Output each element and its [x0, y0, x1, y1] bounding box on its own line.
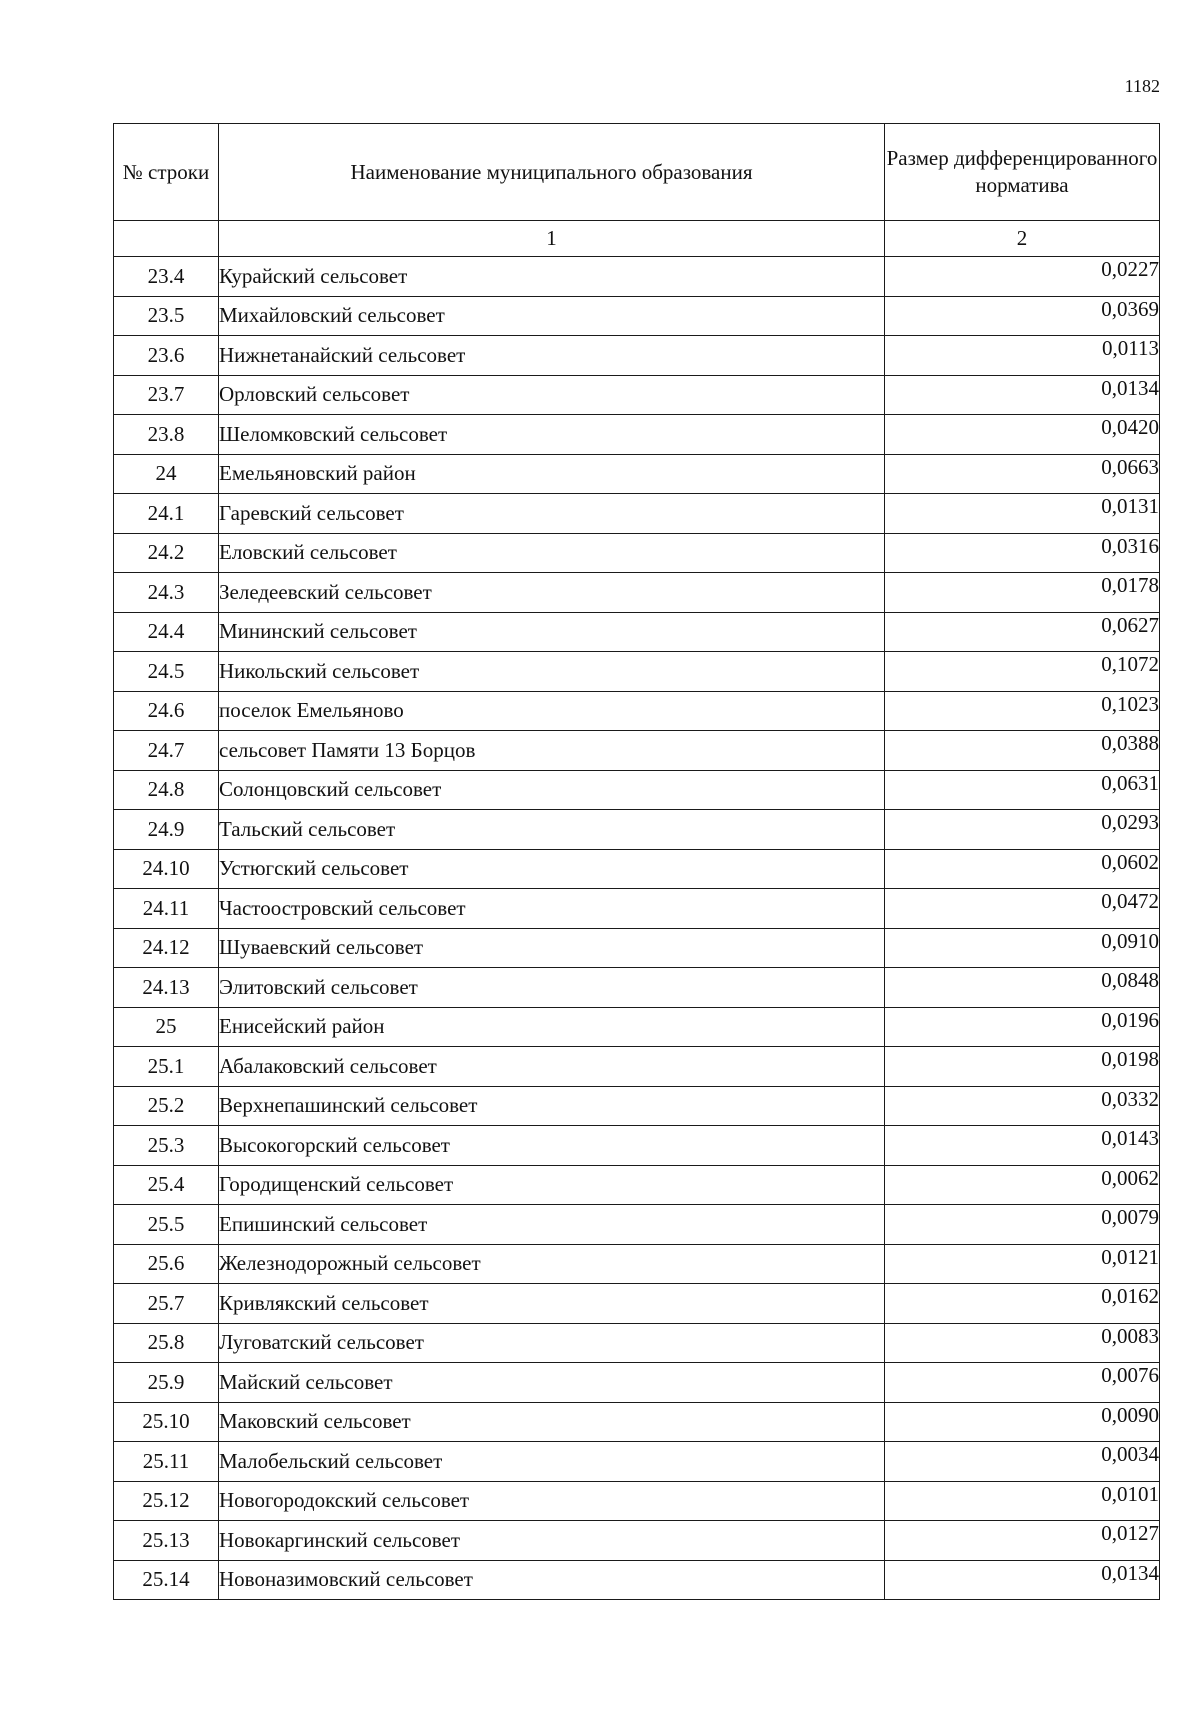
table-row: [114, 375, 1160, 415]
normative-value-cell: 0,0420: [885, 415, 1160, 455]
table-header-row: [114, 124, 1160, 221]
table-row: [114, 296, 1160, 336]
normative-value-cell: 0,1023: [885, 691, 1160, 731]
table-row: [114, 1007, 1160, 1047]
row-number-cell: 25.4: [114, 1165, 219, 1205]
row-number-cell: 23.4: [114, 257, 219, 297]
table-row: [114, 1284, 1160, 1324]
row-number-cell: 25: [114, 1007, 219, 1047]
municipality-name-cell: Еловский сельсовет: [219, 533, 885, 573]
municipality-name-cell: Мининский сельсовет: [219, 612, 885, 652]
table-row: [114, 533, 1160, 573]
table-row: [114, 1205, 1160, 1245]
row-number-cell: 25.2: [114, 1086, 219, 1126]
municipality-name-cell: Зеледеевский сельсовет: [219, 573, 885, 613]
municipality-name-cell: Частоостровский сельсовет: [219, 889, 885, 929]
row-number-cell: 25.10: [114, 1402, 219, 1442]
row-number-cell: 25.9: [114, 1363, 219, 1403]
table-row: [114, 415, 1160, 455]
table-row: [114, 849, 1160, 889]
row-number-cell: 24.5: [114, 652, 219, 692]
row-number-cell: 24.8: [114, 770, 219, 810]
row-number-cell: 24.13: [114, 968, 219, 1008]
normative-value-cell: 0,0162: [885, 1284, 1160, 1324]
municipality-name-cell: Тальский сельсовет: [219, 810, 885, 850]
normative-value-cell: 0,0079: [885, 1205, 1160, 1245]
column-index-num: [114, 221, 219, 257]
municipality-name-cell: Высокогорский сельсовет: [219, 1126, 885, 1166]
normative-value-cell: 0,0472: [885, 889, 1160, 929]
table-row: [114, 573, 1160, 613]
table-row: [114, 652, 1160, 692]
row-number-cell: 24: [114, 454, 219, 494]
row-number-cell: 23.5: [114, 296, 219, 336]
table-row: [114, 1126, 1160, 1166]
municipality-name-cell: Михайловский сельсовет: [219, 296, 885, 336]
municipality-name-cell: Верхнепашинский сельсовет: [219, 1086, 885, 1126]
municipality-name-cell: Орловский сельсовет: [219, 375, 885, 415]
header-municipality-name: Наименование муниципального образования: [219, 124, 885, 221]
normative-value-cell: 0,0127: [885, 1521, 1160, 1561]
normative-value-cell: 0,0848: [885, 968, 1160, 1008]
row-number-cell: 24.12: [114, 928, 219, 968]
municipality-name-cell: Емельяновский район: [219, 454, 885, 494]
table-row: [114, 1363, 1160, 1403]
table-row: [114, 257, 1160, 297]
municipality-name-cell: Новогородокский сельсовет: [219, 1481, 885, 1521]
municipality-name-cell: Городищенский сельсовет: [219, 1165, 885, 1205]
table-row: [114, 928, 1160, 968]
normative-value-cell: 0,0369: [885, 296, 1160, 336]
column-index-row: [114, 221, 1160, 257]
table-row: [114, 731, 1160, 771]
normative-value-cell: 0,0388: [885, 731, 1160, 771]
table-row: [114, 889, 1160, 929]
municipality-name-cell: Новоназимовский сельсовет: [219, 1560, 885, 1600]
normative-value-cell: 0,0134: [885, 375, 1160, 415]
municipality-name-cell: Шуваевский сельсовет: [219, 928, 885, 968]
table-row: [114, 1481, 1160, 1521]
normative-value-cell: 0,0101: [885, 1481, 1160, 1521]
row-number-cell: 24.9: [114, 810, 219, 850]
normative-value-cell: 0,0316: [885, 533, 1160, 573]
row-number-cell: 25.3: [114, 1126, 219, 1166]
table-row: [114, 1402, 1160, 1442]
row-number-cell: 23.8: [114, 415, 219, 455]
normative-value-cell: 0,0090: [885, 1402, 1160, 1442]
row-number-cell: 24.1: [114, 494, 219, 534]
municipality-name-cell: Малобельский сельсовет: [219, 1442, 885, 1482]
table-row: [114, 1323, 1160, 1363]
municipality-name-cell: Енисейский район: [219, 1007, 885, 1047]
normative-value-cell: 0,0663: [885, 454, 1160, 494]
row-number-cell: 23.6: [114, 336, 219, 376]
row-number-cell: 24.3: [114, 573, 219, 613]
normative-value-cell: 0,0034: [885, 1442, 1160, 1482]
row-number-cell: 24.11: [114, 889, 219, 929]
row-number-cell: 24.7: [114, 731, 219, 771]
municipality-name-cell: Абалаковский сельсовет: [219, 1047, 885, 1087]
normative-value-cell: 0,1072: [885, 652, 1160, 692]
row-number-cell: 25.12: [114, 1481, 219, 1521]
normative-value-cell: 0,0062: [885, 1165, 1160, 1205]
municipality-name-cell: Гаревский сельсовет: [219, 494, 885, 534]
municipality-name-cell: сельсовет Памяти 13 Борцов: [219, 731, 885, 771]
municipality-name-cell: Маковский сельсовет: [219, 1402, 885, 1442]
table-row: [114, 1560, 1160, 1600]
municipality-name-cell: Курайский сельсовет: [219, 257, 885, 297]
header-normative-size: Размер дифференцированного норматива: [885, 124, 1160, 221]
municipality-name-cell: Нижнетанайский сельсовет: [219, 336, 885, 376]
table-row: [114, 612, 1160, 652]
municipality-name-cell: Луговатский сельсовет: [219, 1323, 885, 1363]
column-index-name: 1: [219, 221, 885, 257]
municipality-name-cell: Элитовский сельсовет: [219, 968, 885, 1008]
column-index-value: 2: [885, 221, 1160, 257]
normative-value-cell: 0,0631: [885, 770, 1160, 810]
row-number-cell: 24.4: [114, 612, 219, 652]
normative-value-cell: 0,0121: [885, 1244, 1160, 1284]
normative-value-cell: 0,0131: [885, 494, 1160, 534]
normative-value-cell: 0,0134: [885, 1560, 1160, 1600]
row-number-cell: 25.13: [114, 1521, 219, 1561]
normative-value-cell: 0,0198: [885, 1047, 1160, 1087]
normative-value-cell: 0,0227: [885, 257, 1160, 297]
municipality-name-cell: Кривлякский сельсовет: [219, 1284, 885, 1324]
row-number-cell: 25.14: [114, 1560, 219, 1600]
row-number-cell: 23.7: [114, 375, 219, 415]
page-number: 1182: [1124, 76, 1160, 96]
municipality-name-cell: Шеломковский сельсовет: [219, 415, 885, 455]
table-row: [114, 1165, 1160, 1205]
table-body: [114, 257, 1160, 1600]
normative-table: [113, 123, 1160, 1600]
table-row: [114, 494, 1160, 534]
normative-value-cell: 0,0178: [885, 573, 1160, 613]
row-number-cell: 24.2: [114, 533, 219, 573]
normative-value-cell: 0,0076: [885, 1363, 1160, 1403]
table-row: [114, 968, 1160, 1008]
municipality-name-cell: Железнодорожный сельсовет: [219, 1244, 885, 1284]
municipality-name-cell: Устюгский сельсовет: [219, 849, 885, 889]
table-row: [114, 810, 1160, 850]
table-row: [114, 336, 1160, 376]
header-row-number: № строки: [114, 124, 219, 221]
normative-value-cell: 0,0627: [885, 612, 1160, 652]
table-row: [114, 1086, 1160, 1126]
municipality-name-cell: Солонцовский сельсовет: [219, 770, 885, 810]
table-row: [114, 1442, 1160, 1482]
municipality-name-cell: Епишинский сельсовет: [219, 1205, 885, 1245]
normative-value-cell: 0,0332: [885, 1086, 1160, 1126]
row-number-cell: 24.6: [114, 691, 219, 731]
table-row: [114, 770, 1160, 810]
normative-value-cell: 0,0293: [885, 810, 1160, 850]
table-row: [114, 1521, 1160, 1561]
normative-value-cell: 0,0143: [885, 1126, 1160, 1166]
row-number-cell: 25.11: [114, 1442, 219, 1482]
municipality-name-cell: поселок Емельяново: [219, 691, 885, 731]
table-row: [114, 691, 1160, 731]
normative-value-cell: 0,0196: [885, 1007, 1160, 1047]
normative-value-cell: 0,0113: [885, 336, 1160, 376]
row-number-cell: 25.6: [114, 1244, 219, 1284]
municipality-name-cell: Никольский сельсовет: [219, 652, 885, 692]
row-number-cell: 25.8: [114, 1323, 219, 1363]
table-row: [114, 1244, 1160, 1284]
normative-value-cell: 0,0083: [885, 1323, 1160, 1363]
row-number-cell: 25.7: [114, 1284, 219, 1324]
table-row: [114, 1047, 1160, 1087]
normative-value-cell: 0,0910: [885, 928, 1160, 968]
municipality-name-cell: Новокаргинский сельсовет: [219, 1521, 885, 1561]
municipality-name-cell: Майский сельсовет: [219, 1363, 885, 1403]
table-row: [114, 454, 1160, 494]
row-number-cell: 25.5: [114, 1205, 219, 1245]
row-number-cell: 24.10: [114, 849, 219, 889]
row-number-cell: 25.1: [114, 1047, 219, 1087]
normative-value-cell: 0,0602: [885, 849, 1160, 889]
